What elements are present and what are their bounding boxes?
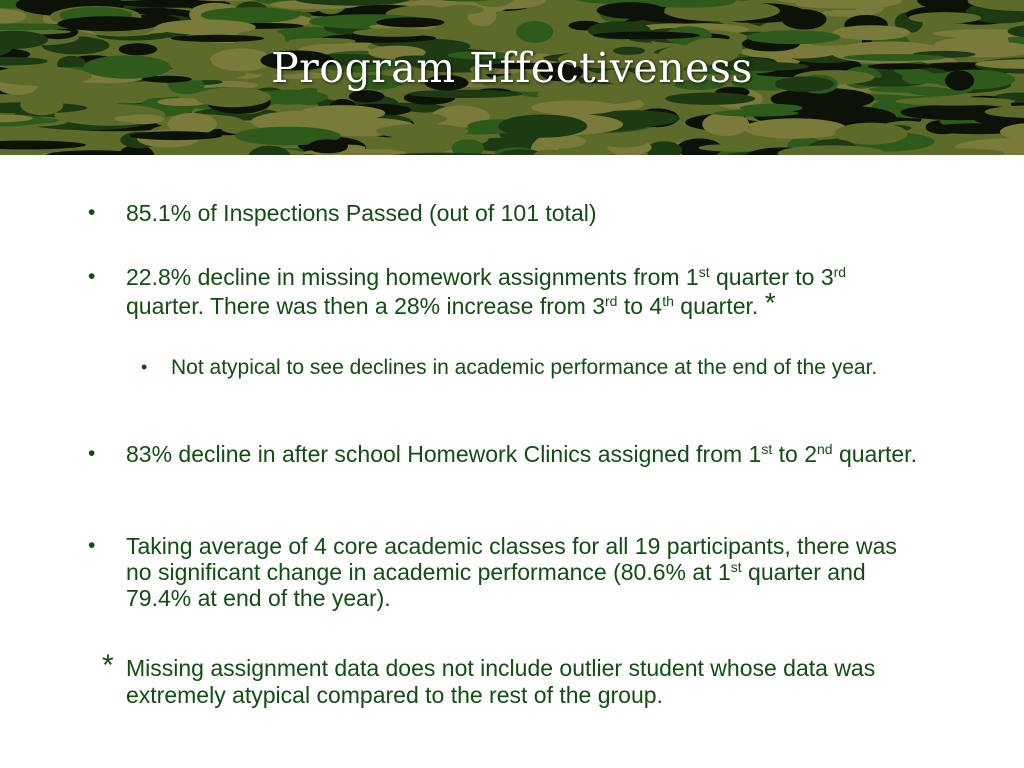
bullet-text: Taking average of 4 core academic classes for all 19 participants, there was no significant change in academic performance (80.6% at 1st quarter and 79.4% at end of the year).: [126, 533, 897, 611]
bullet-dot: •: [88, 265, 96, 288]
bullet-dot: •: [88, 201, 96, 224]
footnote-asterisk: *: [102, 649, 114, 682]
bullet-dot: •: [88, 534, 96, 557]
footnote: [102, 649, 926, 709]
bullet-academic-average: [88, 533, 926, 611]
sub-bullet-dot: •: [141, 357, 148, 377]
footnote-text: Missing assignment data does not include outlier student whose data was extremely atypical compared to the rest of the group.: [126, 655, 876, 708]
bullet-text: 85.1% of Inspections Passed (out of 101 total): [126, 200, 597, 226]
bullet-inspections: [88, 200, 926, 226]
bullet-text: 22.8% decline in missing homework assignments from 1st quarter to 3rd quarter. There was then a 28% increase from 3rd to 4th quarter. *: [126, 264, 847, 319]
slide-title: Program Effectiveness: [271, 44, 753, 92]
bullet-homework-clinics: [88, 441, 926, 467]
bullet-text: 83% decline in after school Homework Clinics assigned from 1st to 2nd quarter.: [126, 441, 917, 467]
bullet-dot: •: [88, 442, 96, 465]
sub-bullet-text: Not atypical to see declines in academic performance at the end of the year.: [171, 356, 878, 379]
sub-bullet-atypical: [141, 355, 941, 380]
bullet-missing-homework: [88, 264, 926, 319]
asterisk-marker: *: [764, 287, 776, 318]
